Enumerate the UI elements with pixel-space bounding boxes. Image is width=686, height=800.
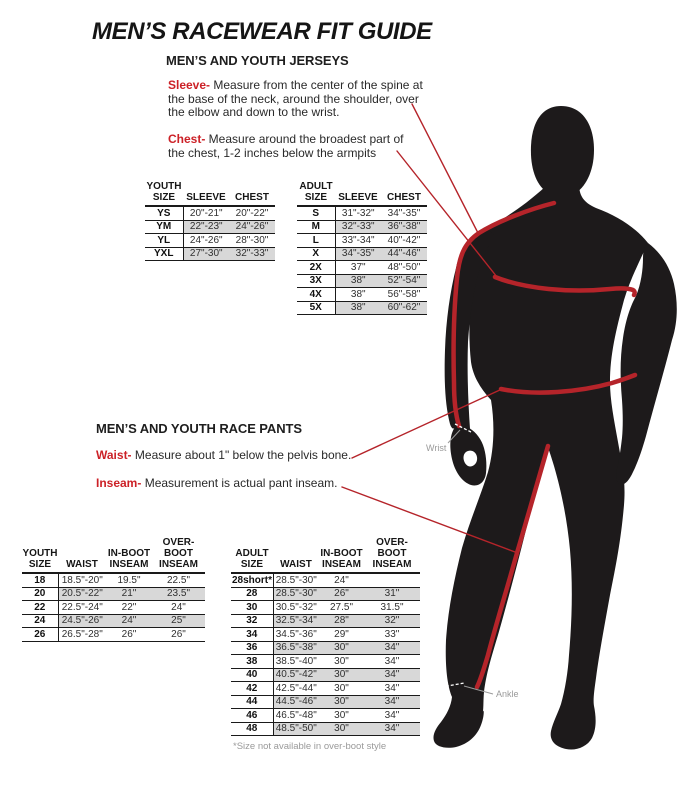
value-cell: 40"-42" — [381, 234, 427, 248]
table-row — [297, 247, 427, 261]
value-cell: 52"-54" — [381, 274, 427, 288]
adult-jersey-table — [297, 181, 427, 315]
sleeve-description — [168, 79, 423, 120]
table-row — [22, 587, 205, 601]
table-row — [231, 587, 420, 601]
page-title: MEN’S RACEWEAR FIT GUIDE — [92, 18, 432, 45]
value-cell: 38.5"-40" — [273, 655, 319, 669]
value-cell: 34" — [364, 682, 420, 696]
value-cell: 38" — [335, 288, 381, 302]
value-cell: 33"-34" — [335, 234, 381, 248]
size-cell: L — [297, 234, 335, 248]
size-cell: YS — [145, 206, 183, 220]
youth-pants-table — [22, 537, 205, 642]
value-cell: 44"-46" — [381, 247, 427, 261]
size-cell: YM — [145, 220, 183, 234]
column-header: CHEST — [381, 181, 427, 206]
value-cell: 20"-21" — [183, 206, 229, 220]
value-cell: 30" — [319, 641, 364, 655]
column-header: WAIST — [273, 537, 319, 573]
column-header: YOUTH SIZE — [22, 537, 58, 573]
size-cell: 4X — [297, 288, 335, 302]
value-cell: 30" — [319, 682, 364, 696]
value-cell: 46.5"-48" — [273, 709, 319, 723]
table-row — [22, 601, 205, 615]
value-cell: 30" — [319, 668, 364, 682]
size-cell: 24 — [22, 614, 58, 628]
value-cell: 20.5"-22" — [58, 587, 106, 601]
value-cell: 26.5"-28" — [58, 628, 106, 642]
table-row — [22, 614, 205, 628]
value-cell: 29" — [319, 628, 364, 642]
size-cell: 46 — [231, 709, 273, 723]
value-cell: 34"-35" — [335, 247, 381, 261]
size-cell: 28 — [231, 587, 273, 601]
value-cell: 31.5" — [364, 601, 420, 615]
sleeve-term: Sleeve- — [168, 78, 211, 92]
value-cell: 36.5"-38" — [273, 641, 319, 655]
table-row — [145, 220, 275, 234]
value-cell: 22" — [106, 601, 152, 615]
column-header: ADULT SIZE — [297, 181, 335, 206]
table-row — [145, 234, 275, 248]
size-cell: 26 — [22, 628, 58, 642]
table-header-row — [145, 181, 275, 206]
table-row — [231, 601, 420, 615]
table-row — [231, 628, 420, 642]
value-cell: 21" — [106, 587, 152, 601]
size-cell: 36 — [231, 641, 273, 655]
inseam-description — [96, 477, 337, 491]
table-row — [297, 234, 427, 248]
table-row — [231, 695, 420, 709]
value-cell: 32"-33" — [229, 247, 275, 261]
size-cell: 48 — [231, 722, 273, 736]
inseam-term: Inseam- — [96, 476, 142, 490]
youth-jersey-table — [145, 181, 275, 261]
chest-description — [168, 133, 408, 160]
chest-description-text: Measure around the broadest part of the chest, 1-2 inches below the armpits — [168, 132, 404, 160]
size-cell: 2X — [297, 261, 335, 275]
table-row — [297, 206, 427, 220]
size-cell: 20 — [22, 587, 58, 601]
table-row — [22, 573, 205, 587]
column-header: OVER-BOOT INSEAM — [364, 537, 420, 573]
column-header: CHEST — [229, 181, 275, 206]
column-header: OVER-BOOT INSEAM — [152, 537, 205, 573]
table-row — [231, 614, 420, 628]
table-header-row — [231, 537, 420, 573]
value-cell: 22.5" — [152, 573, 205, 587]
table-header-row — [22, 537, 205, 573]
column-header: SLEEVE — [335, 181, 381, 206]
value-cell — [364, 573, 420, 587]
table-row — [297, 288, 427, 302]
value-cell: 32"-33" — [335, 220, 381, 234]
size-cell: 42 — [231, 682, 273, 696]
table-row — [231, 722, 420, 736]
value-cell: 34" — [364, 655, 420, 669]
size-cell: 22 — [22, 601, 58, 615]
size-cell: 40 — [231, 668, 273, 682]
table-row — [145, 206, 275, 220]
value-cell: 30" — [319, 722, 364, 736]
size-cell: YL — [145, 234, 183, 248]
size-cell: S — [297, 206, 335, 220]
value-cell: 38" — [335, 301, 381, 315]
value-cell: 34" — [364, 709, 420, 723]
inseam-description-text: Measurement is actual pant inseam. — [141, 476, 338, 490]
value-cell: 38" — [335, 274, 381, 288]
value-cell: 48"-50" — [381, 261, 427, 275]
table-row — [231, 668, 420, 682]
value-cell: 33" — [364, 628, 420, 642]
table-row — [231, 655, 420, 669]
value-cell: 20"-22" — [229, 206, 275, 220]
size-cell: 30 — [231, 601, 273, 615]
value-cell: 31" — [364, 587, 420, 601]
value-cell: 36"-38" — [381, 220, 427, 234]
size-cell: 28short* — [232, 574, 273, 586]
jerseys-section-heading: MEN’S AND YOUTH JERSEYS — [166, 53, 349, 68]
column-header: YOUTH SIZE — [145, 181, 183, 206]
table-row — [145, 247, 275, 261]
value-cell: 37" — [335, 261, 381, 275]
value-cell: 44.5"-46" — [273, 695, 319, 709]
table-row — [297, 274, 427, 288]
size-cell: 5X — [297, 301, 335, 315]
value-cell: 22.5"-24" — [58, 601, 106, 615]
size-cell: 44 — [231, 695, 273, 709]
size-cell: 32 — [231, 614, 273, 628]
value-cell: 24.5"-26" — [58, 614, 106, 628]
table-row — [297, 301, 427, 315]
value-cell: 30" — [319, 655, 364, 669]
waist-description — [96, 449, 351, 463]
value-cell: 26" — [152, 628, 205, 642]
value-cell: 25" — [152, 614, 205, 628]
pants-section-heading: MEN’S AND YOUTH RACE PANTS — [96, 421, 302, 436]
table-header-row — [297, 181, 427, 206]
value-cell: 24"-26" — [183, 234, 229, 248]
ankle-label: Ankle — [496, 689, 519, 699]
size-cell: 34 — [231, 628, 273, 642]
value-cell: 26" — [106, 628, 152, 642]
table-row — [231, 641, 420, 655]
overboot-footnote: *Size not available in over-boot style — [233, 741, 387, 752]
size-cell: 18 — [22, 573, 58, 587]
value-cell: 24" — [152, 601, 205, 615]
value-cell: 28.5"-30" — [273, 573, 319, 587]
value-cell: 18.5"-20" — [58, 573, 106, 587]
chest-term: Chest- — [168, 132, 206, 146]
value-cell: 34.5"-36" — [273, 628, 319, 642]
value-cell: 48.5"-50" — [273, 722, 319, 736]
size-cell: YXL — [145, 247, 183, 261]
column-header: SLEEVE — [183, 181, 229, 206]
head-silhouette — [531, 106, 594, 196]
value-cell: 19.5" — [106, 573, 152, 587]
value-cell: 30.5"-32" — [273, 601, 319, 615]
value-cell: 23.5" — [152, 587, 205, 601]
value-cell: 28.5"-30" — [273, 587, 319, 601]
value-cell: 60"-62" — [381, 301, 427, 315]
table-row — [297, 220, 427, 234]
value-cell: 30" — [319, 695, 364, 709]
table-row — [231, 682, 420, 696]
value-cell: 24"-26" — [229, 220, 275, 234]
value-cell: 27"-30" — [183, 247, 229, 261]
table-row — [231, 573, 420, 587]
column-header: ADULT SIZE — [231, 537, 273, 573]
value-cell: 34"-35" — [381, 206, 427, 220]
size-cell: M — [297, 220, 335, 234]
column-header: IN-BOOT INSEAM — [106, 537, 152, 573]
value-cell: 28"-30" — [229, 234, 275, 248]
value-cell: 42.5"-44" — [273, 682, 319, 696]
value-cell: 27.5" — [319, 601, 364, 615]
value-cell: 32" — [364, 614, 420, 628]
value-cell: 30" — [319, 709, 364, 723]
value-cell: 24" — [106, 614, 152, 628]
value-cell: 34" — [364, 695, 420, 709]
size-cell: 38 — [231, 655, 273, 669]
value-cell: 56"-58" — [381, 288, 427, 302]
waist-description-text: Measure about 1" below the pelvis bone. — [131, 448, 352, 462]
table-row — [231, 709, 420, 723]
value-cell: 24" — [319, 573, 364, 587]
waist-term: Waist- — [96, 448, 132, 462]
adult-pants-table — [231, 537, 420, 736]
column-header: IN-BOOT INSEAM — [319, 537, 364, 573]
size-cell: 3X — [297, 274, 335, 288]
value-cell: 26" — [319, 587, 364, 601]
value-cell: 34" — [364, 668, 420, 682]
size-cell: X — [297, 247, 335, 261]
value-cell: 22"-23" — [183, 220, 229, 234]
value-cell: 32.5"-34" — [273, 614, 319, 628]
value-cell: 34" — [364, 722, 420, 736]
table-row — [22, 628, 205, 642]
sleeve-description-text: Measure from the center of the spine at the base of the neck, around the shoulder, over the elbow and down to the wrist. — [168, 78, 423, 119]
column-header: WAIST — [58, 537, 106, 573]
wrist-label: Wrist — [426, 443, 447, 453]
value-cell: 40.5"-42" — [273, 668, 319, 682]
table-row — [297, 261, 427, 275]
value-cell: 31"-32" — [335, 206, 381, 220]
value-cell: 28" — [319, 614, 364, 628]
value-cell: 34" — [364, 641, 420, 655]
